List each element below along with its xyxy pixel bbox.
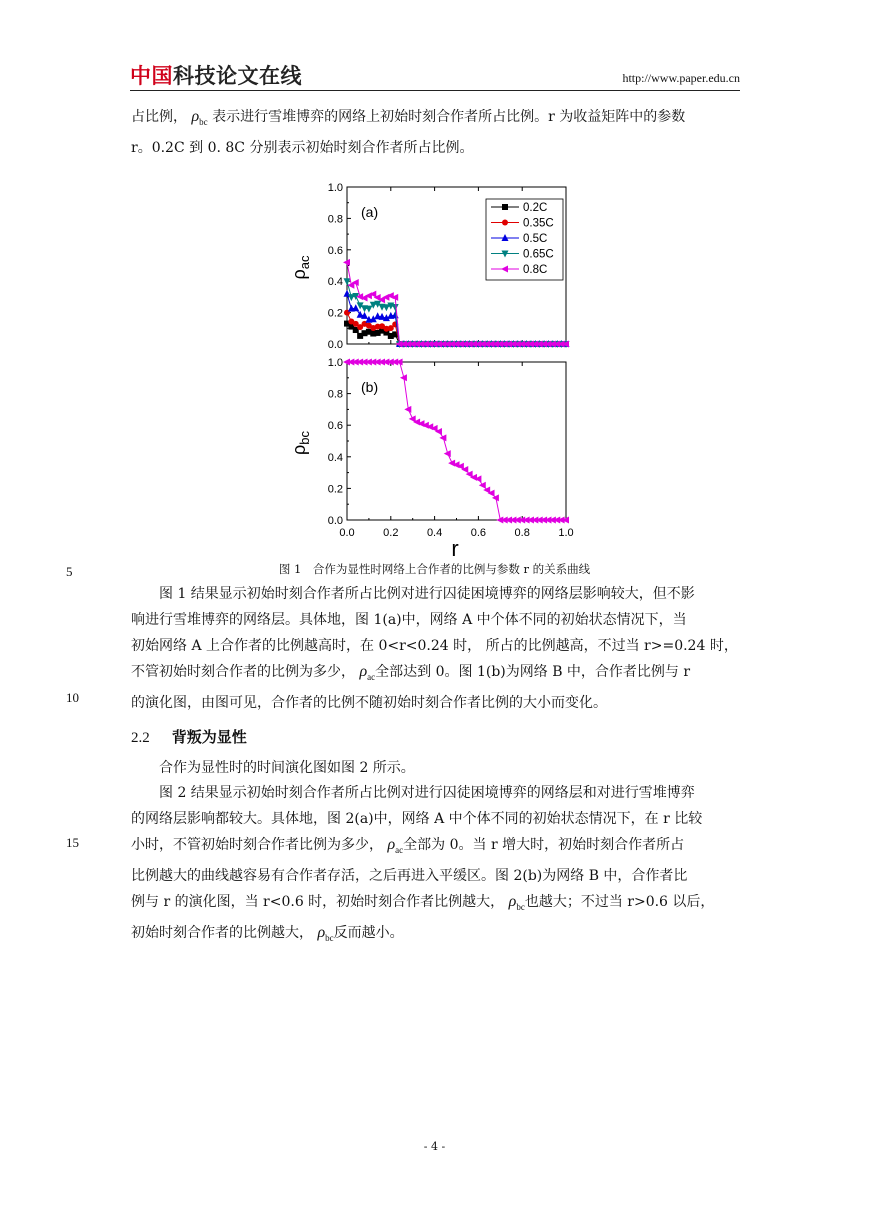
intro-text-a: 占比例， bbox=[131, 109, 187, 125]
y-axis-label: $\rho_{ac}$ bbox=[289, 255, 312, 280]
panel-a bbox=[289, 182, 570, 351]
y-tick-label: 1.0 bbox=[327, 182, 343, 194]
p1-line-1: 图 1 结果显示初始时刻合作者所占比例对进行囚徒困境博弈的网络层影响较大，但不影 bbox=[159, 586, 695, 602]
y-tick-label: 0.6 bbox=[327, 244, 343, 257]
series-point-b bbox=[439, 434, 446, 441]
x-tick-label: 1.0 bbox=[558, 527, 574, 539]
rho-bc-symbol: $\rho_{bc}$ bbox=[508, 893, 525, 912]
legend-label: 0.35C bbox=[523, 217, 554, 230]
plot-frame bbox=[347, 362, 566, 520]
panel-label: (b) bbox=[361, 379, 379, 395]
legend bbox=[486, 199, 563, 280]
result-paragraph-1 bbox=[131, 581, 739, 716]
series-point-0.65C bbox=[392, 304, 399, 311]
section-number: 2.2 bbox=[131, 730, 150, 746]
p1-line-3: 初始网络 A 上合作者的比例越高时，在 0<r<0.24 时， 所占的比例越高，不过当 r>=0.24 时， bbox=[131, 638, 738, 654]
line-number-10: 10 bbox=[66, 690, 79, 705]
y-tick-label: 0.8 bbox=[327, 388, 343, 401]
figure-1 bbox=[0, 0, 869, 560]
y-axis-label: $\rho_{bc}$ bbox=[289, 431, 312, 455]
y-axis-label-sub: ac bbox=[297, 255, 312, 270]
p1-line-4: 不管初始时刻合作者的比例为多少， $\rho_{ac}$全部达到 0。图 1(b)为网络 B 中，合作者比例与 r bbox=[131, 663, 691, 682]
x-tick-label: 0.8 bbox=[514, 527, 530, 539]
panel-label: (a) bbox=[361, 204, 379, 220]
result-paragraph-2 bbox=[131, 780, 739, 951]
p1-line-5: 的演化图，由图可见，合作者的比例不随初始时刻合作者比例的大小而变化。 bbox=[131, 695, 607, 711]
page-number: - 4 - bbox=[423, 1140, 446, 1153]
figure-caption: 图 1 合作为显性时网络上合作者的比例与参数 r 的关系曲线 bbox=[278, 562, 591, 576]
y-tick-label: 1.0 bbox=[327, 357, 343, 369]
rho-symbol: $\rho_{bc}$ bbox=[191, 108, 208, 127]
y-axis-label-sub: bc bbox=[297, 431, 312, 445]
series-point-0.65C bbox=[365, 306, 372, 313]
y-tick-label: 0.0 bbox=[327, 339, 343, 351]
y-tick-label: 0.6 bbox=[327, 420, 343, 433]
line-number-15: 15 bbox=[66, 835, 79, 850]
x-axis-label: r bbox=[451, 536, 459, 560]
rho-ac-symbol: $\rho_{ac}$ bbox=[359, 663, 376, 682]
legend-label: 0.2C bbox=[523, 202, 548, 214]
y-tick-label: 0.4 bbox=[327, 451, 343, 464]
intro-line-2: r。0.2C 到 0. 8C 分别表示初始时刻合作者所占比例。 bbox=[131, 140, 474, 156]
x-tick-label: 0.4 bbox=[426, 527, 443, 539]
legend-label: 0.5C bbox=[523, 233, 548, 245]
section-title: 背叛为显性 bbox=[171, 728, 247, 746]
intro-text-b: 表示进行雪堆博弈的网络上初始时刻合作者所占比例。r 为收益矩阵中的参数 bbox=[212, 109, 686, 125]
p1-line-2: 响进行雪堆博弈的网络层。具体地，图 1(a)中，网络 A 中个体不同的初始状态情况下，当 bbox=[131, 612, 687, 628]
y-tick-label: 0.2 bbox=[327, 307, 343, 320]
series-point-0.5C bbox=[392, 311, 399, 318]
legend-label: 0.65C bbox=[523, 248, 554, 261]
y-tick-label: 0.4 bbox=[327, 276, 343, 289]
y-tick-label: 0.8 bbox=[327, 213, 343, 226]
y-tick-label: 0.0 bbox=[327, 515, 343, 527]
p3-line-2: 的网络层影响都较大。具体地，图 2(a)中，网络 A 中个体不同的初始状态情况下，在 r 比较 bbox=[131, 811, 703, 827]
legend-label: 0.8C bbox=[523, 264, 548, 276]
p3-line-6: 初始时刻合作者的比例越大， $\rho_{bc}$反而越小。 bbox=[131, 924, 404, 943]
x-tick-label: 0.0 bbox=[339, 527, 355, 539]
logo-dark-text: 科技论文在线 bbox=[173, 64, 302, 88]
p3-line-1: 图 2 结果显示初始时刻合作者所占比例对进行囚徒困境博弈的网络层和对进行雪堆博弈 bbox=[159, 785, 695, 801]
legend-marker bbox=[502, 204, 508, 210]
header-url[interactable]: http://www.paper.edu.cn bbox=[622, 71, 740, 85]
section-heading bbox=[131, 726, 247, 747]
p3-line-4: 比例越大的曲线越容易有合作者存活，之后再进入平缓区。图 2(b)为网络 B 中，合作者比 bbox=[131, 868, 688, 884]
rho-ac-symbol: $\rho_{ac}$ bbox=[387, 836, 404, 855]
panel-b bbox=[289, 357, 574, 560]
logo-red-text: 中国 bbox=[130, 64, 173, 88]
rho-bc-symbol: $\rho_{bc}$ bbox=[317, 924, 334, 943]
series-point-b bbox=[448, 460, 455, 467]
y-tick-label: 0.2 bbox=[327, 483, 343, 496]
p3-line-3: 小时，不管初始时刻合作者比例为多少， $\rho_{ac}$全部为 0。当 r 增大时，初始时刻合作者所占 bbox=[131, 836, 685, 855]
series-point-b bbox=[479, 482, 486, 489]
legend-marker bbox=[502, 220, 508, 226]
p3-line-5: 例与 r 的演化图，当 r<0.6 时，初始时刻合作者比例越大， $\rho_{bc}$也越大；不过当 r>0.6 以后， bbox=[131, 893, 715, 912]
series-line-b bbox=[347, 362, 566, 520]
para-2: 合作为显性时的时间演化图如图 2 所示。 bbox=[159, 760, 415, 776]
line-number-5: 5 bbox=[66, 564, 73, 579]
x-tick-label: 0.6 bbox=[470, 527, 487, 539]
x-tick-label: 0.2 bbox=[383, 527, 399, 539]
